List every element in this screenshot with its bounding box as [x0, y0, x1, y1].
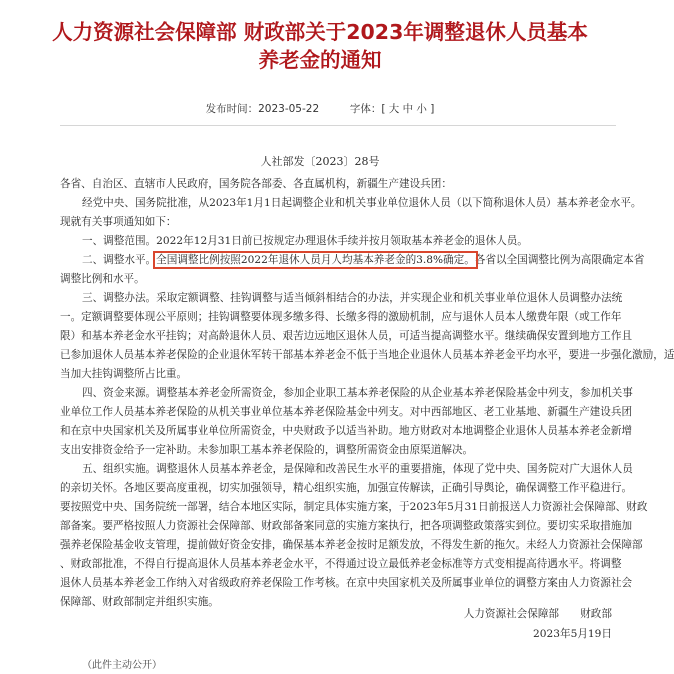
- body-line: 一。定额调整要体现公平原则；挂钩调整要体现多缴多得、长缴多得的激励机制，应与退休人员本人缴费年限（或工作年: [60, 311, 622, 323]
- addressee-line: 各省、自治区、直辖市人民政府，国务院各部委、各直属机构，新疆生产建设兵团：: [60, 178, 452, 190]
- page-title: [0, 18, 640, 74]
- section-1-range: 一、调整范围。2022年12月31日前已按规定办理退休手续并按月领取基本养老金的退休人员。: [82, 235, 528, 247]
- body-line: 强养老保险基金收支管理，提前做好资金安排，确保基本养老金按时足额发放，不得发生新的拖欠。未经人力资源社会保障部: [60, 539, 643, 551]
- publish-date-label: 发布时间：: [205, 103, 259, 115]
- body-line: 的亲切关怀。各地区要高度重视，切实加强领导，精心组织实施，加强宣传解读，正确引导舆论，确保调整工作平稳进行。: [60, 482, 633, 494]
- body-line: 保障部、财政部制定并组织实施。: [60, 596, 219, 608]
- body-line: 和在京中央国家机关及所属事业单位所需资金，中央财政予以适当补助。地方财政对本地调整企业退休人员基本养老金新增: [60, 425, 633, 437]
- notice-body: [60, 175, 674, 612]
- font-size-label: 字体：: [349, 103, 382, 115]
- body-line: 当加大挂钩调整所占比重。: [60, 368, 188, 380]
- highlighted-adjustment-rate: 全国调整比例按照2022年退休人员月人均基本养老金的3.8%确定。: [156, 254, 475, 266]
- document-number: 人社部发〔2023〕28号: [260, 155, 380, 168]
- signature-orgs: 人力资源社会保障部 财政部: [463, 608, 612, 620]
- section-2-level: [60, 251, 645, 270]
- title-line-1: 人力资源社会保障部 财政部关于2023年调整退休人员基本: [52, 20, 588, 44]
- public-notice-note: （此件主动公开）: [82, 660, 162, 671]
- body-line: 要按照党中央、国务院统一部署，结合本地区实际，制定具体实施方案，于2023年5月31日前报送人力资源社会保障部、财政: [60, 501, 648, 513]
- signature-date: 2023年5月19日: [533, 628, 612, 640]
- body-line: 退休人员基本养老金工作纳入对省级政府养老保险工作考核。在京中央国家机关及所属事业单位的调整方案由人力资源社会: [60, 577, 633, 589]
- body-line: 、财政部批准，不得自行提高退休人员基本养老金水平，不得通过设立最低养老金标准等方式变相提高待遇水平。将调整: [60, 558, 622, 570]
- publish-meta: [0, 101, 640, 116]
- body-line: 部备案。要严格按照人力资源社会保障部、财政部备案同意的实施方案执行，把各项调整政策落实到位。要切实采取措施加: [60, 520, 633, 532]
- body-line: 业单位工作人员基本养老保险的从机关事业单位基本养老保险基金中列支。对中西部地区、老工业基地、新疆生产建设兵团: [60, 406, 633, 418]
- title-line-2: 养老金的通知: [258, 48, 382, 72]
- body-line: 现就有关事项通知如下：: [60, 216, 177, 228]
- body-line: 支出安排资金给予一定补助。未参加职工基本养老保险的，调整所需资金由原渠道解决。: [60, 444, 474, 456]
- font-size-switch[interactable]: [ 大 中 小 ]: [381, 103, 435, 115]
- section-2-suffix: 各省以全国调整比例为高限确定本省: [474, 254, 645, 266]
- header-divider: [60, 125, 616, 126]
- section-3-method: 三、调整办法。采取定额调整、挂钩调整与适当倾斜相结合的办法，并实现企业和机关事业单位退休人员调整办法统: [82, 292, 623, 304]
- body-line: 限）和基本养老金水平挂钩；对高龄退休人员、艰苦边远地区退休人员，可适当提高调整水平。继续确保安置到地方工作且: [60, 330, 633, 342]
- section-2-prefix: 二、调整水平。: [82, 254, 157, 266]
- body-line: 已参加退休人员基本养老保险的企业退休军转干部基本养老金不低于当地企业退休人员基本养老金平均水平，要进一步强化激励，适: [60, 349, 674, 361]
- section-4-funding: 四、资金来源。调整基本养老金所需资金，参加企业职工基本养老保险的从企业基本养老保险基金中列支，参加机关事: [82, 387, 633, 399]
- publish-date: 2023-05-22: [258, 103, 320, 115]
- body-line: 经党中央、国务院批准，从2023年1月1日起调整企业和机关事业单位退休人员（以下简称退休人员）基本养老金水平。: [82, 197, 642, 209]
- section-5-implementation: 五、组织实施。调整退休人员基本养老金，是保障和改善民生水平的重要措施，体现了党中央、国务院对广大退休人员: [82, 463, 633, 475]
- body-line: 调整比例和水平。: [60, 273, 145, 285]
